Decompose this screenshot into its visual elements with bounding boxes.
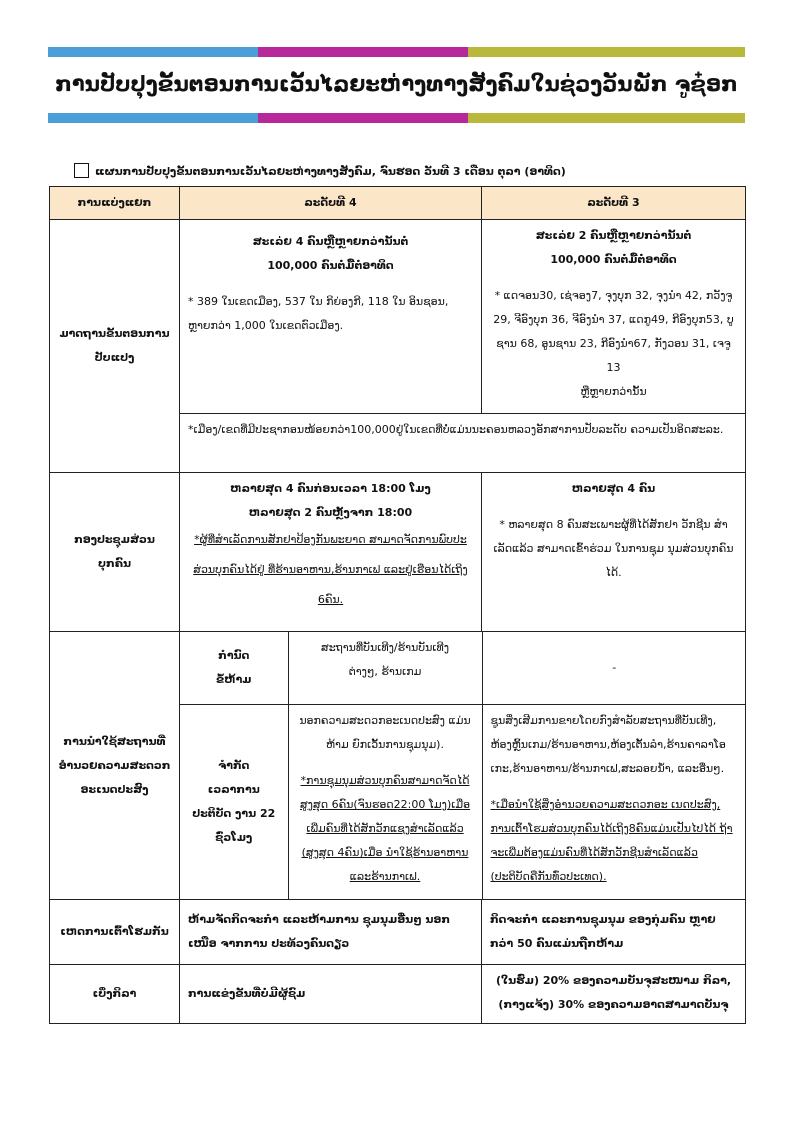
bottom-color-bar [48,113,745,123]
table-row [180,632,746,705]
header-category: ການແບ່ງແຍກ [50,187,180,220]
gathering-level-3 [482,473,746,632]
section-subtitle [74,160,754,184]
time-limit-l3-note: *ເມື່ອນຳໃຊ້ສິ່ງອຳນວຍຄວາມສະດວກອະ ເນດປະສົງ, ການເຕົ້າໂຮມສ່ວນບຸກຄົນໄດ້ເຖິງ8ຄົນແມ່ນເປັນໄປໄດ້ ຖ້າຈະເພີ່ມຕ້ອງແມ່ນຄົນທີ່ໄດ້ສັກວັກຊີນສຳເລັດແລ້ວ (ປະຕິບັດຄືກັນທົ່ວປະເທດ). [490,798,733,883]
gathering-l3-detail: * ຫລາຍສຸດ 8 ຄົນສະເພາະຜູ້ທີ່ໄດ້ສັກຢາ ວັກຊີນ ສຳ ເລັດແລ້ວ ສາມາດເຂົ້າຮ່ວມ ໃນການຊຸມ ນຸມສ່ວນບຸກຄົນໄດ້. [493,518,734,579]
subtitle-text: ແຜນການປັບປຸງຂັ້ນຕອນການເວັ້ນໄລຍະຫ່າງທາງສັງຄົມ, ຈົນຮອດ ວັນທີ 3 ເດືອນ ຕຸລາ (ອາທິດ) [95,165,566,178]
category-events: ເຫດການເຕົ້າໂຮມກັນ [50,900,180,965]
table-row [50,965,746,1024]
header-level-3: ລະດັບທີ 3 [482,187,746,220]
checkbox-icon [74,163,89,178]
ban-label: ກຳນົດ ຂໍ້ຫ້າມ [180,632,288,705]
category-sports: ເບິ່ງກິລາ [50,965,180,1024]
gathering-l3-limit: ຫລາຍສຸດ 4 ຄົນ [571,482,656,495]
table-row [180,705,746,900]
criteria-l4-threshold: ສະເລ່ຍ 4 ຄົນຫຼືຫຼາຍກວ່ານັ້ນຕໍ່ 100,000 ຄົນຕໍ່ມື້ຕໍ່ອາທິດ [252,235,409,272]
ban-level-3: - [482,632,746,705]
table-row [50,900,746,965]
gathering-level-4 [180,473,482,632]
criteria-l3-threshold: ສະເລ່ຍ 2 ຄົນຫຼືຫຼາຍກວ່ານັ້ນຕໍ່ 100,000 ຄົນຕໍ່ມື້ຕໍ່ອາທິດ [535,229,692,266]
criteria-l4-detail: * 389 ໃນເຂດເມືອງ, 537 ໃນ ກິຍ່ອງກີ, 118 ໃນ ອິນຊອນ, ຫຼາຍກວ່າ 1,000 ໃນເຂດຕົວເມືອງ. [188,295,449,332]
category-gathering: ກອງປະຊຸມສ່ວນບຸກຄົນ [50,473,180,632]
page-title: ການປັບປຸງຂັ້ນຕອນການເວັ້ນໄລຍະຫ່າງທາງສັງຄົມໃນຊ່ວງວັນພັກ ຈູຊ໋ອກ [55,72,738,96]
events-level-4: ຫ້າມຈັດກິດຈະກຳ ແລະຫ້າມການ ຊຸມນຸມອື່ນໆ ນອກເໜືອ ຈາກການ ປະທ້ວງຄົນດຽວ [180,900,482,965]
category-criteria: ມາດຖານຂັ້ນຕອນການປັບແປງ [50,220,180,473]
table-row [50,220,746,414]
header-level-4: ລະດັບທີ 4 [180,187,482,220]
events-level-3: ກິດຈະກຳ ແລະການຊຸມນຸມ ຂອງກຸ່ມຄົນ ຫຼາຍກວ່າ 50 ຄົນແມ່ນຖືກຫ້າມ [482,900,746,965]
time-limit-l4-note: *ການຊຸມນຸມສ່ວນບຸກຄົນສາມາດຈັດໄດ້ສູງສຸດ 6ຄົນ(ຈົນຮອດ22:00 ໂມງ)ເມື່ອເພີ່ມຄົນທີ່ໄດ້ສັກວັກແຊງສຳເລັດແລ້ວ (ສູງສຸດ 4ຄົນ)ເມື່ອ ນຳໃຊ້ຮ້ານອາຫານແລະຮ້ານກາເຟ. [299,774,471,883]
criteria-level-3 [482,220,746,414]
table-header-row [50,187,746,220]
category-facilities: ການນຳໃຊ້ສະຖານທີ່ອຳນວຍຄວາມສະດວກອະເນດປະສົງ [50,632,180,900]
criteria-level-4 [180,220,482,414]
time-limit-label: ຈຳກັດ ເວລາການ ປະຕິບັດ ງານ 22 ຊົ່ວໂມງ [180,705,288,900]
table-row [50,473,746,632]
ban-level-4: ສະຖານທີ່ບັນເທີງ/ຮ້ານບັນເທີງ ຕ່າງໆ, ຮ້ານເກມ [288,632,482,705]
time-limit-level-3 [482,705,746,900]
time-limit-level-4 [288,705,482,900]
facilities-subtable [180,632,746,899]
time-limit-l3-text: ຊູນສິ່ງເສີມການຂາຍໂດຍກົງສຳລັບສະຖານທີ່ບັນເທີງ, ຫ້ອງຫຼິ້ນເກມ/ຮ້ານອາຫານ,ຫ້ອງເຕັ້ນລຳ,ຮ້ານຄາລາໂອເກະ,ຮ້ານອາຫານ/ຮ້ານກາເຟ,ສະລອຍນ້ຳ, ແລະອື່ນໆ. [490,714,726,775]
criteria-l3-detail: * ແດຈອນ30, ເຊ່ຈອງ7, ຈຸງບຸກ 32, ຈຸງນຳ 42, ກວັງຈູ 29, ຈີອົງບຸກ 36, ຈີອົງນຳ 37, ແດກູ49, ກີອົງບຸກ53, ບູຊານ 68, ອູນຊານ 23, ກີອົງນຳ67, ກັງວອນ 31, ເຈຈູ 13 ຫຼືຫຼາຍກວ່ານັ້ນ [493,289,734,398]
top-color-bar [48,47,745,57]
sports-level-3: (ໃນຮົ່ມ) 20% ຂອງຄວາມບັນຈຸສະໜາມ ກິລາ, (ກາງແຈ້ງ) 30% ຂອງຄວາມອາດສາມາດບັນຈຸ [482,965,746,1024]
time-limit-l4-text: ນອກຄວາມສະດວກອະເນດປະສົງ ແມ່ນຫ້າມ ຍົກເວັ້ນການຊຸມນຸມ). [299,714,471,751]
sports-level-4: ການແຂ່ງຂັນທີ່ບໍ່ມີຜູ້ຊົມ [180,965,482,1024]
gathering-l4-vaccinated: *ຜູ້ທີ່ສຳເລັດການສັກຢາປ້ອງກັນພະຍາດ ສາມາດຈັດການພົບປະສ່ວນບຸກຄົນໄດ້ຢູ່ ທີ່ຮ້ານອາຫານ,ຮ້ານກາເຟ ແລະຢູ່ເຮືອນໄດ້ເຖິງ 6ຄົນ. [193,533,468,606]
facilities-cell [180,632,746,900]
criteria-note: *ເມືອງ/ເຂດທີ່ມີປະຊາກອນໜ້ອຍກວ່າ100,000ຢູ່ໃນເຂດທີ່ບໍ່ແມ່ນນະຄອນຫລວງອັກສາການປັບລະດັບ ຄວາມເປັນອິດສະລະ. [180,414,746,473]
measures-table [49,186,746,1024]
gathering-l4-limits: ຫລາຍສຸດ 4 ຄົນກ່ອນເວລາ 18:00 ໂມງ ຫລາຍສຸດ 2 ຄົນຫຼັງຈາກ 18:00 [230,482,431,519]
table-row [50,632,746,900]
